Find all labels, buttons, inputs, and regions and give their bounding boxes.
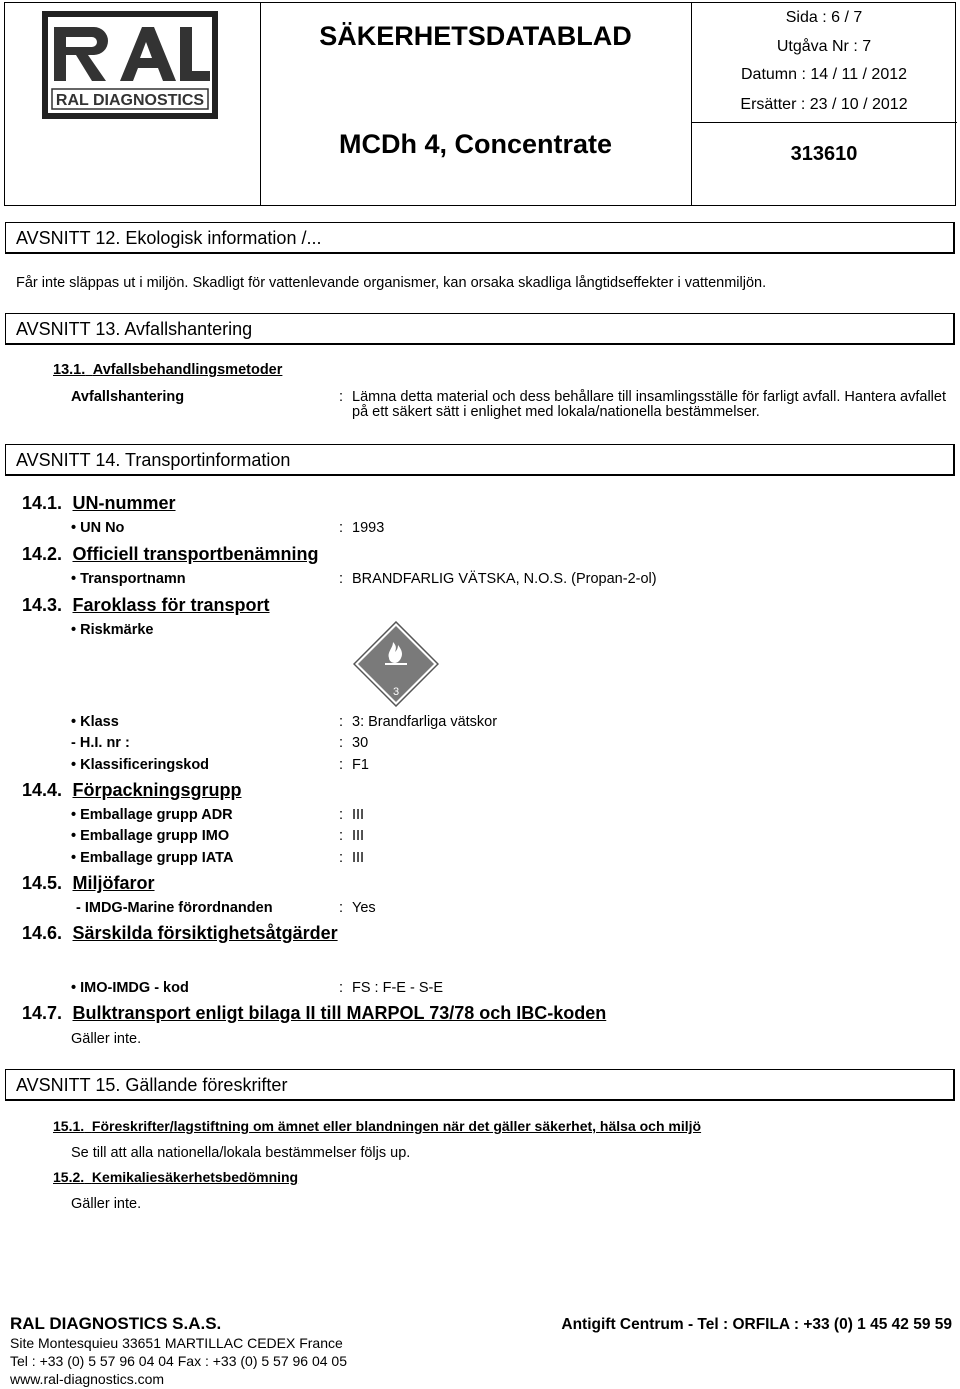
version: Utgåva Nr : 7 <box>776 38 872 55</box>
section-15-title: AVSNITT 15. Gällande föreskrifter <box>5 1069 955 1101</box>
subsection-14-7 <box>22 1003 606 1024</box>
replaces-date: Ersätter : 23 / 10 / 2012 <box>740 96 908 113</box>
classification-code-value: F1 <box>352 757 369 773</box>
waste-value-line1: Lämna detta material och dess behållare till insamlingsställe för farligt avfall. Hantera avfallet <box>352 389 946 405</box>
subsection-14-6 <box>22 923 338 944</box>
subsection-title: Avfallsbehandlingsmetoder <box>92 362 283 378</box>
footer-website[interactable]: www.ral-diagnostics.com <box>10 1371 165 1387</box>
waste-label: Avfallshantering <box>71 389 185 405</box>
colon: : <box>339 757 344 773</box>
subsection-14-1 <box>22 493 176 514</box>
section-12-text: Får inte släppas ut i miljön. Skadligt för vattenlevande organismer, kan orsaka skadliga långtidseffekter i vattenmiljön. <box>16 275 767 291</box>
page-number: Sida : 6 / 7 <box>785 9 863 26</box>
subsection-number: 15.2. <box>53 1169 85 1185</box>
packing-adr-value: III <box>352 807 365 823</box>
company-logo <box>40 7 220 122</box>
footer-antigift: Antigift Centrum - Tel : ORFILA : +33 (0) 1 45 42 59 59 <box>561 1316 952 1333</box>
issue-date: Datumn : 14 / 11 / 2012 <box>740 66 908 83</box>
waste-value-line2: på ett säkert sätt i enlighet med lokala/nationella bestämmelser. <box>352 404 760 420</box>
imdg-marine-value: Yes <box>352 900 376 916</box>
subsection-14-3 <box>22 595 270 616</box>
packing-adr-label: • Emballage grupp ADR <box>71 807 233 823</box>
section-14-title: AVSNITT 14. Transportinformation <box>5 444 955 476</box>
class-value: 3: Brandfarliga vätskor <box>352 714 498 730</box>
colon: : <box>339 850 344 866</box>
subsection-title: Kemikaliesäkerhetsbedömning <box>91 1169 299 1185</box>
un-no-value: 1993 <box>352 520 385 536</box>
logo-text: RAL DIAGNOSTICS <box>55 92 205 109</box>
section-12-title: AVSNITT 12. Ekologisk information /... <box>5 222 955 254</box>
imo-imdg-code-value: FS : F-E - S-E <box>352 980 444 996</box>
subsection-title: Särskilda försiktighetsåtgärder <box>72 923 338 943</box>
subsection-14-5 <box>22 873 155 894</box>
chemical-safety-text: Gäller inte. <box>71 1196 142 1212</box>
colon: : <box>339 735 344 751</box>
transport-name-label: • Transportnamn <box>71 571 186 587</box>
subsection-title: Officiell transportbenämning <box>72 544 319 564</box>
hi-nr-label: - H.I. nr : <box>71 735 130 751</box>
class-label: • Klass <box>71 714 119 730</box>
subsection-number: 14.6. <box>22 923 63 943</box>
colon: : <box>339 520 344 536</box>
classification-code-label: • Klassificeringskod <box>71 757 210 773</box>
flammable-hazard-diamond-icon <box>353 621 439 707</box>
subsection-13-1 <box>53 362 282 378</box>
packing-iata-label: • Emballage grupp IATA <box>71 850 234 866</box>
doc-title: SÄKERHETSDATABLAD <box>319 21 632 51</box>
packing-iata-value: III <box>352 850 365 866</box>
regulations-text: Se till att alla nationella/lokala bestämmelser följs up. <box>71 1145 411 1161</box>
subsection-title: Faroklass för transport <box>72 595 270 615</box>
transport-name-value: BRANDFARLIG VÄTSKA, N.O.S. (Propan-2-ol) <box>352 571 657 587</box>
imdg-marine-label: - IMDG-Marine förordnanden <box>76 900 273 916</box>
product-code: 313610 <box>790 143 858 165</box>
bulk-transport-text: Gäller inte. <box>71 1031 142 1047</box>
footer-company: RAL DIAGNOSTICS S.A.S. <box>10 1314 222 1333</box>
subsection-title: UN-nummer <box>72 493 176 513</box>
subsection-number: 14.7. <box>22 1003 63 1023</box>
subsection-title: Bulktransport enligt bilaga II till MARPOL 73/78 och IBC-koden <box>72 1003 607 1023</box>
un-no-label: • UN No <box>71 520 125 536</box>
colon: : <box>339 828 344 844</box>
subsection-15-2 <box>53 1169 298 1185</box>
risk-label: • Riskmärke <box>71 622 154 638</box>
imo-imdg-code-label: • IMO-IMDG - kod <box>71 980 189 996</box>
section-13-title: AVSNITT 13. Avfallshantering <box>5 313 955 345</box>
diamond-class-number: 3 <box>392 686 400 698</box>
colon: : <box>339 807 344 823</box>
subsection-number: 13.1. <box>53 362 86 378</box>
hi-nr-value: 30 <box>352 735 369 751</box>
colon: : <box>339 980 344 996</box>
colon: : <box>339 389 344 405</box>
subsection-title: Förpackningsgrupp <box>72 780 242 800</box>
packing-imo-label: • Emballage grupp IMO <box>71 828 230 844</box>
product-name: MCDh 4, Concentrate <box>338 129 613 159</box>
packing-imo-value: III <box>352 828 365 844</box>
footer-phone: Tel : +33 (0) 5 57 96 04 04 Fax : +33 (0) 5 57 96 04 05 <box>10 1353 348 1369</box>
footer-address: Site Montesquieu 33651 MARTILLAC CEDEX France <box>10 1335 343 1351</box>
colon: : <box>339 714 344 730</box>
subsection-number: 14.1. <box>22 493 63 513</box>
colon: : <box>339 571 344 587</box>
colon: : <box>339 900 344 916</box>
subsection-number: 15.1. <box>53 1118 85 1134</box>
subsection-14-2 <box>22 544 319 565</box>
subsection-number: 14.4. <box>22 780 63 800</box>
subsection-title: Miljöfaror <box>72 873 155 893</box>
document-header <box>4 2 956 206</box>
subsection-number: 14.3. <box>22 595 63 615</box>
subsection-number: 14.2. <box>22 544 63 564</box>
header-divider <box>691 122 957 123</box>
subsection-14-4 <box>22 780 242 801</box>
subsection-15-1 <box>53 1118 701 1134</box>
subsection-title: Föreskrifter/lagstiftning om ämnet eller blandningen när det gäller säkerhet, hälsa och miljö <box>91 1118 702 1134</box>
subsection-number: 14.5. <box>22 873 63 893</box>
